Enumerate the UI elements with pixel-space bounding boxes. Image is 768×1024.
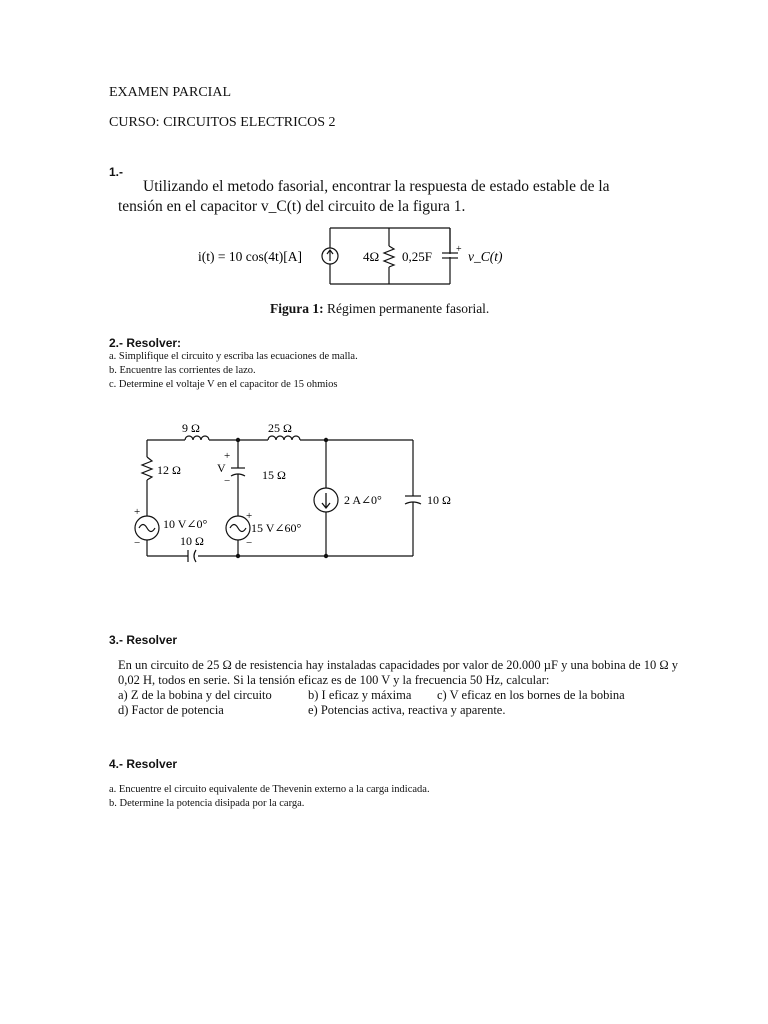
figure-1-caption bbox=[270, 301, 489, 317]
v-plus-sign: + bbox=[224, 450, 231, 462]
capacitor-label: 0,25F bbox=[402, 249, 432, 264]
figure-1-caption-label: Figura 1: bbox=[270, 301, 324, 316]
figure-2-circuit bbox=[130, 412, 480, 577]
q2-heading: 2.- Resolver: bbox=[109, 336, 182, 350]
figure-1-caption-text: Régimen permanente fasorial. bbox=[327, 301, 490, 316]
q2-item-a: a. Simplifique el circuito y escriba las ecuaciones de malla. bbox=[109, 351, 358, 362]
q3-item-c: c) V eficaz en los bornes de la bobina bbox=[437, 688, 625, 702]
q2-item-c: c. Determine el voltaje V en el capacitor de 15 ohmios bbox=[109, 379, 338, 390]
v-label: V bbox=[217, 461, 226, 475]
inductor-25-label: 25 Ω bbox=[268, 421, 292, 435]
current-source-label: 2 A∠0° bbox=[344, 493, 382, 507]
q4-item-b: b. Determine la potencia disipada por la carga. bbox=[109, 798, 305, 809]
output-label: v_C(t) bbox=[468, 249, 503, 264]
q3-line2: 0,02 H, todos en serie. Si la tensión eficaz es de 100 V y la frecuencia 50 Hz, calcular: bbox=[118, 673, 550, 687]
q1-line1: Utilizando el metodo fasorial, encontrar la respuesta de estado estable de la bbox=[143, 178, 610, 195]
q1-line2: tensión en el capacitor v_C(t) del circuito de la figura 1. bbox=[118, 198, 466, 215]
q1-number: 1.- bbox=[109, 165, 124, 179]
source-label: i(t) = 10 cos(4t)[A] bbox=[198, 249, 302, 264]
source-1-label: 10 V∠0° bbox=[163, 517, 208, 531]
source-1-plus: + bbox=[134, 506, 141, 518]
source-2-minus: − bbox=[246, 537, 253, 549]
inductor-9-label: 9 Ω bbox=[182, 421, 200, 435]
capacitor-10-right-label: 10 Ω bbox=[427, 493, 451, 507]
q3-item-a: a) Z de la bobina y del circuito bbox=[118, 688, 272, 702]
q3-item-b: b) I eficaz y máxima bbox=[308, 688, 412, 702]
resistor-label: 4Ω bbox=[363, 249, 380, 264]
q3-item-e: e) Potencias activa, reactiva y aparente. bbox=[308, 703, 506, 717]
v-minus-sign: − bbox=[224, 475, 231, 487]
exam-title: EXAMEN PARCIAL bbox=[109, 85, 231, 100]
resistor-12-label: 12 Ω bbox=[157, 463, 181, 477]
source-2-label: 15 V∠60° bbox=[251, 521, 302, 535]
capacitor-10-bottom-label: 10 Ω bbox=[180, 534, 204, 548]
course-title: CURSO: CIRCUITOS ELECTRICOS 2 bbox=[109, 115, 336, 130]
q3-item-d: d) Factor de potencia bbox=[118, 703, 224, 717]
capacitor-plus: + bbox=[456, 244, 462, 255]
source-1-minus: − bbox=[134, 537, 141, 549]
capacitor-15-label: 15 Ω bbox=[262, 468, 286, 482]
q3-line1: En un circuito de 25 Ω de resistencia hay instaladas capacidades por valor de 20.000 µF y una bobina de 10 Ω y bbox=[118, 658, 678, 672]
source-2-plus: + bbox=[246, 510, 253, 522]
q2-item-b: b. Encuentre las corrientes de lazo. bbox=[109, 365, 256, 376]
q3-heading: 3.- Resolver bbox=[109, 633, 178, 647]
q4-heading: 4.- Resolver bbox=[109, 757, 178, 771]
figure-1-circuit bbox=[190, 222, 510, 290]
q4-item-a: a. Encuentre el circuito equivalente de Thevenin externo a la carga indicada. bbox=[109, 784, 430, 795]
